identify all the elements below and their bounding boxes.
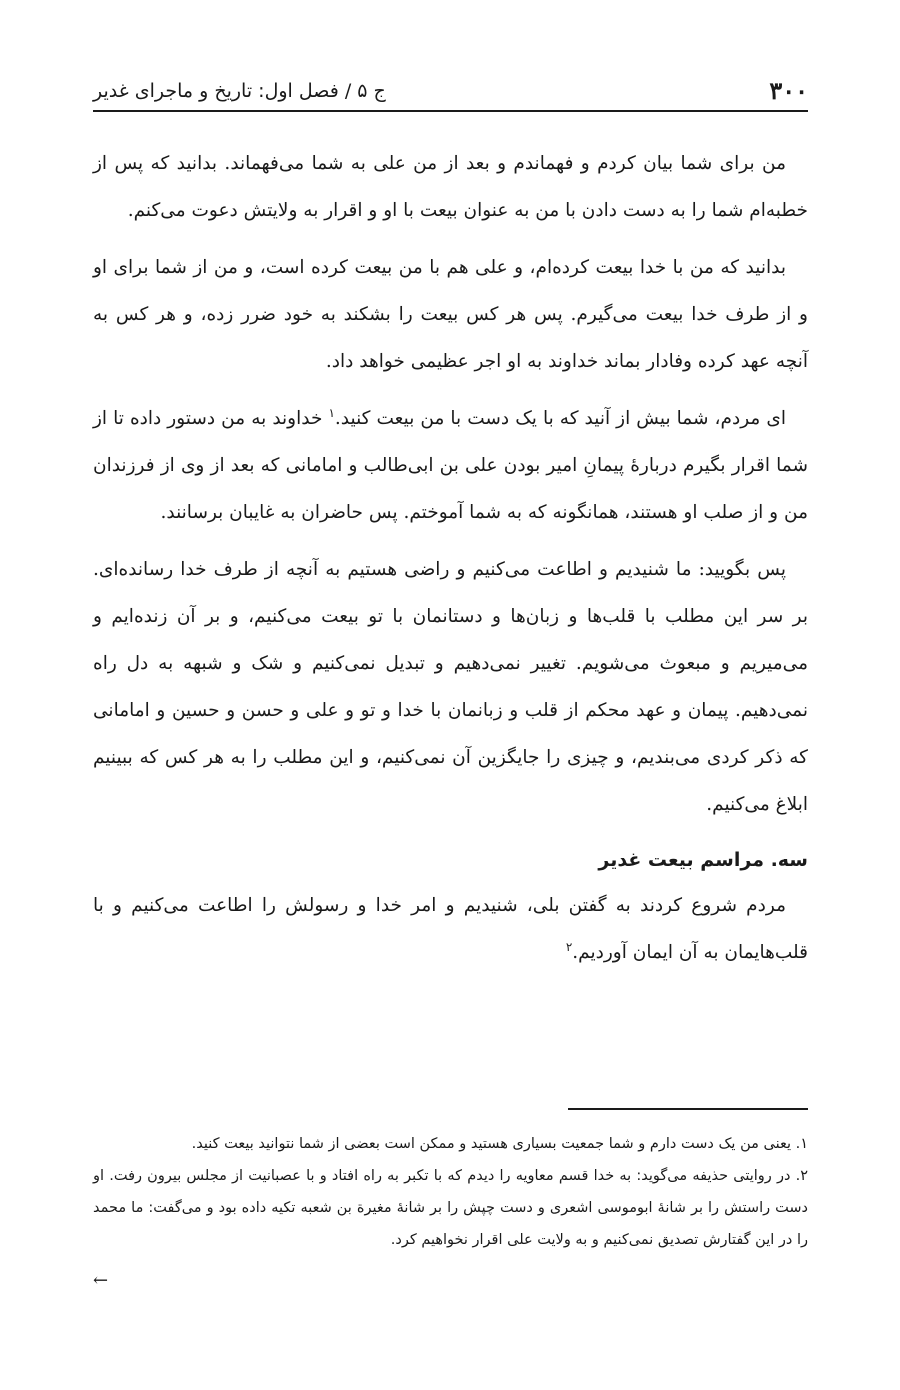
footnote: ۲. در روایتی حذیفه می‌گوید: به خدا قسم معاویه را دیدم که با تکبر به راه افتاد و با عصبانیت از مجلس بیرون رفت. او دست راستش را بر شانهٔ ابوموسی اشعری و دست چپش را بر شانهٔ مغیرة بن شعبه تکیه داده بود و می‌گفت: ما محمد را در این گفتارش تصدیق نمی‌کنیم و به ولایت علی اقرار نخواهیم کرد.: [93, 1168, 808, 1248]
continue-arrow-icon: ←: [93, 1270, 109, 1291]
footnote: ۱. یعنی من یک دست دارم و شما جمعیت بسیاری هستید و ممکن است بعضی از شما نتوانید بیعت کنید.: [191, 1136, 808, 1152]
book-page: [93, 0, 808, 1390]
paragraph: بدانید که من با خدا بیعت کرده‌ام، و علی هم با من بیعت کرده است، و من از شما برای او و از طرف خدا بیعت می‌گیرم. پس هر کس بیعت را بشکند به خود ضرر زده، و هر کس به آنچه عهد کرده وفادار بماند خداوند به او اجر عظیمی خواهد داد.: [93, 257, 808, 372]
paragraph-text: خداوند به من دستور داده تا از شما اقرار بگیرم دربارهٔ پیمانِ امیر بودن علی بن ابی‌طالب و امامانی که بعد از وی از فرزندان من و از صلب او هستند، همانگونه که به شما آموختم. پس حاضران به غایبان برسانند.: [93, 408, 808, 523]
footnote-marker[interactable]: ۲: [565, 939, 573, 954]
paragraph: [93, 882, 808, 976]
body-text: [93, 140, 808, 986]
paragraph: پس بگویید: ما شنیدیم و اطاعت می‌کنیم و راضی هستیم به آنچه از طرف خدا رسانده‌ای. بر سر این مطلب با قلب‌ها و زبان‌ها و دستانمان با تو بیعت می‌کنیم، و بر آن زنده‌ایم و می‌میریم و مبعوث می‌شویم. تغییر نمی‌دهیم و تبدیل نمی‌کنیم و شک و شبهه به دل راه نمی‌دهیم. پیمان و عهد محکم از قلب و زبانمان با خدا و تو و علی و حسن و حسین و امامانی که ذکر کردی می‌بندیم، و چیزی را جایگزین آن نمی‌کنیم، و این مطلب را به هر کس که ببینیم ابلاغ می‌کنیم.: [93, 559, 808, 815]
footnotes: [93, 1128, 808, 1256]
section-heading: سه. مراسم بیعت غدیر: [598, 849, 808, 871]
paragraph-text: ای مردم، شما بیش از آنید که با یک دست با من بیعت کنید.: [334, 408, 786, 429]
paragraph: من برای شما بیان کردم و فهماندم و بعد از من علی به شما می‌فهماند. بدانید که پس از خطبه‌ام شما را به دست دادن با من به عنوان بیعت با او و اقرار به ولایتش دعوت می‌کنم.: [93, 153, 808, 221]
footnote-divider: [568, 1108, 808, 1110]
chapter-title: ج ۵ / فصل اول: تاریخ و ماجرای غدیر: [93, 80, 386, 102]
running-header: [93, 70, 808, 112]
page-number: ۳۰۰: [769, 76, 808, 105]
footnote-marker[interactable]: ۱: [328, 405, 335, 420]
paragraph-text: مردم شروع کردند به گفتن بلی، شنیدیم و امر خدا و رسولش را اطاعت می‌کنیم و با قلب‌هایمان به آن ایمان آوردیم.: [93, 895, 808, 963]
paragraph: [93, 395, 808, 536]
